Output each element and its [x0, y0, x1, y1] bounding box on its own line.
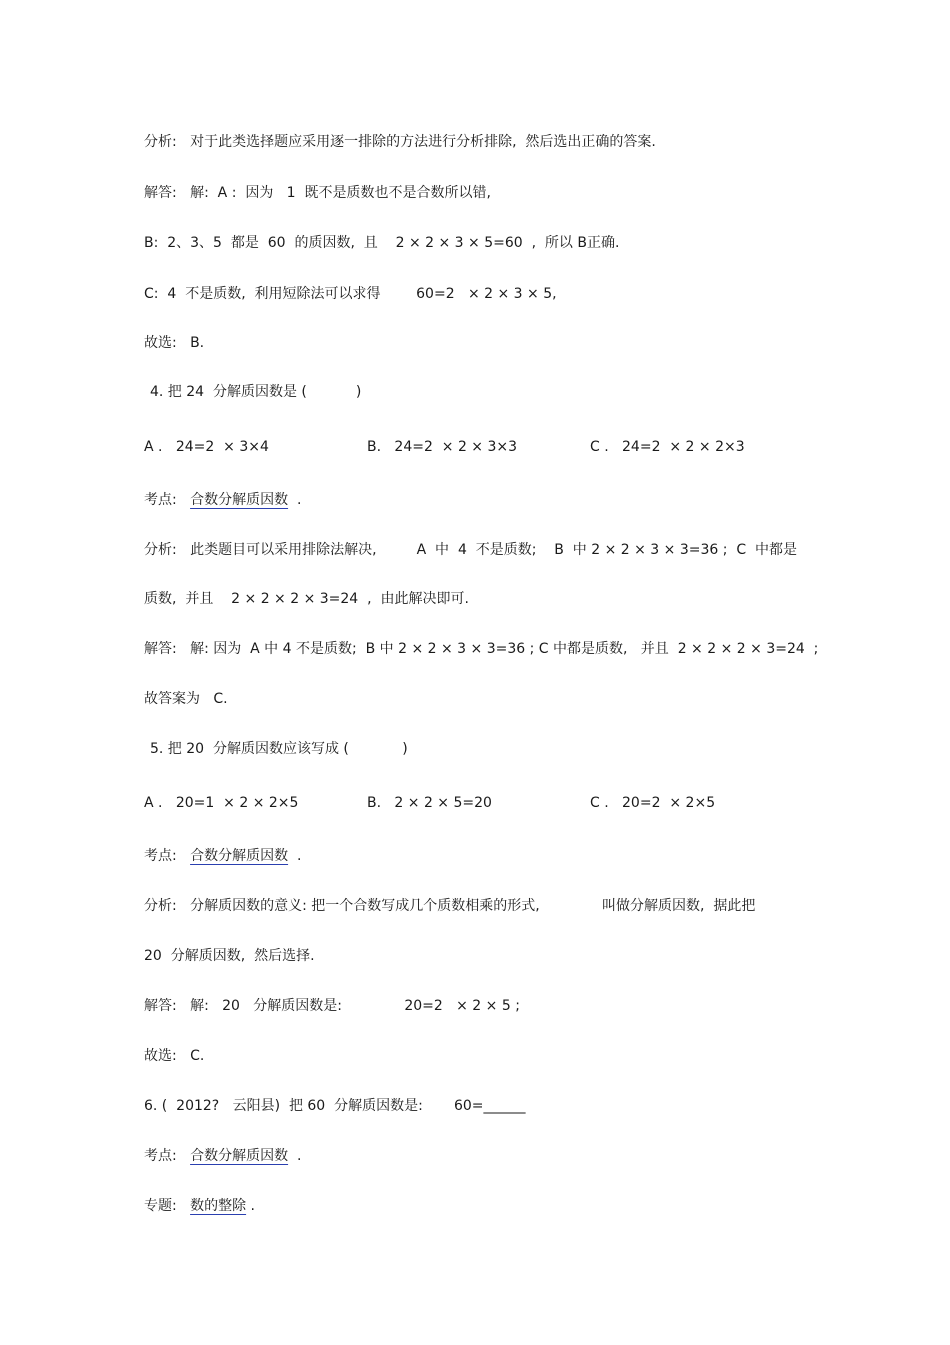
kaodian-label: 考点:: [144, 1148, 177, 1164]
q3-option-c-explain: C: 4 不是质数, 利用短除法可以求得 60=2 × 2 × 3 × 5,: [144, 286, 557, 302]
q4-option-c: C . 24=2 × 2 × 2×3: [590, 439, 745, 455]
q6-question: 6. ( 2012? 云阳县) 把 60 分解质因数是: 60=______: [144, 1098, 526, 1114]
q4-question: 4. 把 24 分解质因数是 ( ): [150, 384, 362, 400]
q5-analysis-2: 20 分解质因数, 然后选择.: [144, 948, 315, 964]
q5-answer: 故选: C.: [144, 1048, 205, 1064]
q5-solution: 解答: 解: 20 分解质因数是: 20=2 × 2 × 5 ;: [144, 998, 520, 1014]
q4-option-b: B. 24=2 × 2 × 3×3: [367, 439, 518, 455]
q4-solution: 解答: 解: 因为 A 中 4 不是质数; B 中 2 × 2 × 3 × 3=36 ; C 中都是质数, 并且 2 × 2 × 2 × 3=24 ;: [144, 641, 819, 657]
period: .: [296, 848, 302, 864]
q5-kaodian: [144, 846, 301, 866]
period: .: [250, 1198, 255, 1214]
q6-zhuanti: [144, 1196, 255, 1216]
q6-kaodian: [144, 1146, 301, 1166]
q5-analysis-1: 分析: 分解质因数的意义: 把一个合数写成几个质数相乘的形式, 叫做分解质因数, 据此把: [144, 898, 756, 914]
kaodian-link[interactable]: 合数分解质因数: [190, 1148, 289, 1164]
q5-option-b: B. 2 × 2 × 5=20: [367, 795, 492, 811]
q3-option-b-explain: B: 2、3、5 都是 60 的质因数, 且 2 × 2 × 3 × 5=60 , 所以 B正确.: [144, 235, 620, 251]
kaodian-label: 考点:: [144, 848, 177, 864]
q4-kaodian: [144, 490, 301, 510]
q3-analysis: 分析: 对于此类选择题应采用逐一排除的方法进行分析排除, 然后选出正确的答案.: [144, 134, 656, 150]
q4-analysis-1: 分析: 此类题目可以采用排除法解决, A 中 4 不是质数; B 中 2 × 2 × 3 × 3=36 ; C 中都是: [144, 542, 798, 558]
period: .: [296, 492, 302, 508]
period: .: [296, 1148, 302, 1164]
q3-solution: 解答: 解: A : 因为 1 既不是质数也不是合数所以错,: [144, 185, 491, 201]
q5-option-a: A . 20=1 × 2 × 2×5: [144, 795, 299, 811]
q3-answer: 故选: B.: [144, 335, 205, 351]
zhuanti-link[interactable]: 数的整除: [190, 1198, 247, 1214]
q4-analysis-2: 质数, 并且 2 × 2 × 2 × 3=24 , 由此解决即可.: [144, 591, 469, 607]
zhuanti-label: 专题:: [144, 1198, 177, 1214]
q4-answer: 故答案为 C.: [144, 691, 228, 707]
q5-question: 5. 把 20 分解质因数应该写成 ( ): [150, 741, 408, 757]
kaodian-link[interactable]: 合数分解质因数: [190, 492, 289, 508]
kaodian-link[interactable]: 合数分解质因数: [190, 848, 289, 864]
q4-option-a: A . 24=2 × 3×4: [144, 439, 269, 455]
q5-option-c: C . 20=2 × 2×5: [590, 795, 716, 811]
kaodian-label: 考点:: [144, 492, 177, 508]
